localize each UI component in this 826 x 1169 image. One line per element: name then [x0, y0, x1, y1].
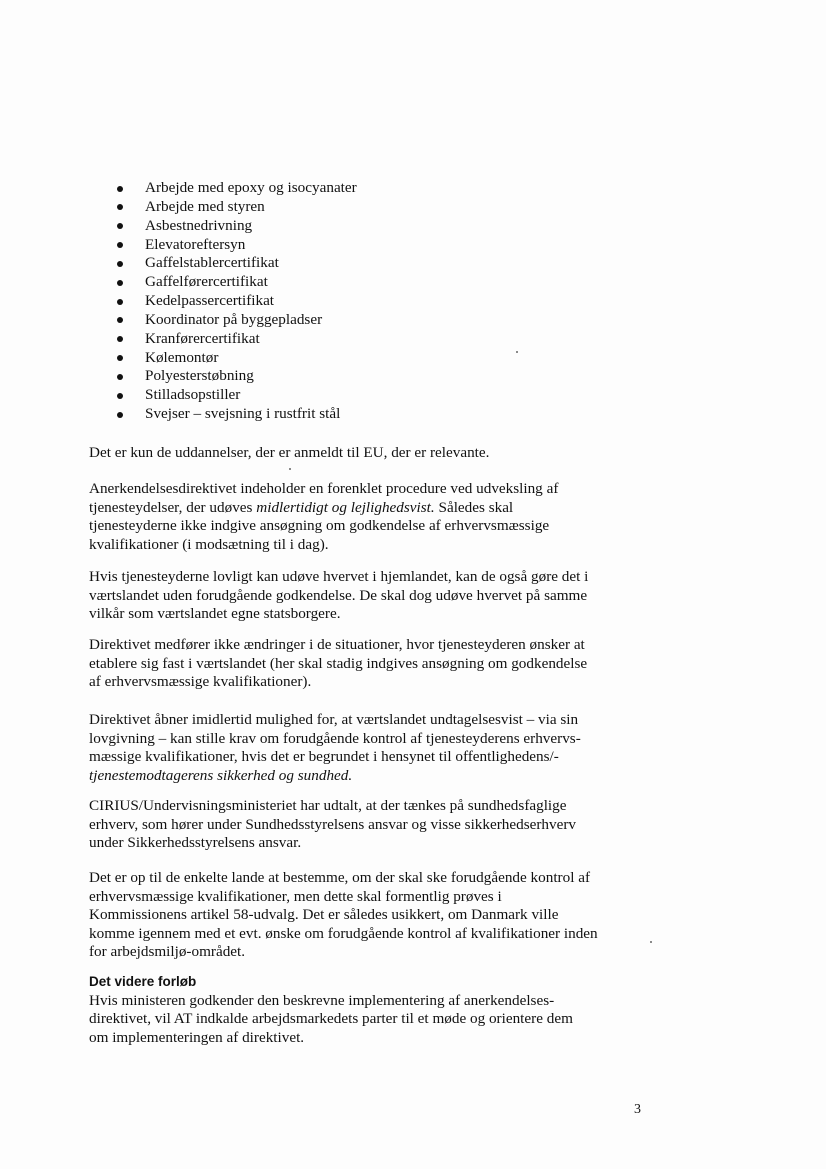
bullet-icon	[117, 336, 123, 342]
bullet-icon	[117, 393, 123, 399]
establishment-paragraph: Direktivet medfører ikke ændringer i de situationer, hvor tjenesteyderen ønsker at etablere sig fast i værtslandet (her skal stadig indgives ansøgning om godkendelse af erhvervsmæssige kvalifikationer).	[89, 636, 588, 691]
list-item: Elevatoreftersyn	[113, 236, 357, 255]
bullet-icon	[117, 317, 123, 323]
list-item: Arbejde med styren	[113, 198, 357, 217]
bullet-icon	[117, 355, 123, 361]
bullet-icon	[117, 299, 123, 305]
home-country-paragraph: Hvis tjenesteyderne lovligt kan udøve hvervet i hjemlandet, kan de også gøre det i værtslandet uden forudgående godkendelse. De skal dog udøve hvervet på samme vilkår som værtslandet egne statsborgere.	[89, 568, 589, 623]
page-number: 3	[634, 1102, 641, 1117]
list-item: Koordinator på byggepladser	[113, 311, 357, 330]
bullet-icon	[117, 280, 123, 286]
bullet-icon	[117, 242, 123, 248]
bullet-icon	[117, 261, 123, 267]
list-item: Arbejde med epoxy og isocyanater	[113, 179, 357, 198]
list-item: Stilladsopstiller	[113, 386, 357, 405]
list-item: Kølemontør	[113, 349, 357, 368]
scan-speck	[650, 941, 652, 943]
bullet-icon	[117, 223, 123, 229]
bullet-icon	[117, 412, 123, 418]
section-heading: Det videre forløb	[89, 974, 197, 989]
member-states-paragraph: Det er op til de enkelte lande at bestemme, om der skal ske forudgående kontrol af erhvervsmæssige kvalifikationer, men dette skal formentlig prøves i Kommissionens artikel 58-udvalg. Det er således usikkert, om Danmark ville komme igennem med et evt. ønske om forudgående kontrol af kvalifikationer inden for arbejdsmiljø-området.	[89, 869, 598, 961]
emphasis-text: tjenestemodtagerens sikkerhed og sundhed.	[89, 766, 353, 784]
bullet-icon	[117, 186, 123, 192]
list-item: Asbestnedrivning	[113, 217, 357, 236]
education-bullet-list	[113, 179, 357, 424]
simplified-procedure-paragraph: Anerkendelsesdirektivet indeholder en forenklet procedure ved udveksling af tjenesteydelser, der udøves midlertidigt og lejlighedsvist. Således skal tjenesteyderne ikke indgive ansøgning om godkendelse af erhvervsmæssige kvalifikationer (i modsætning til i dag).	[89, 480, 559, 553]
list-item: Gaffelførercertifikat	[113, 273, 357, 292]
list-item: Polyesterstøbning	[113, 367, 357, 386]
bullet-icon	[117, 204, 123, 210]
relevance-paragraph: Det er kun de uddannelser, der er anmeldt til EU, der er relevante.	[89, 444, 490, 461]
scan-speck	[289, 468, 291, 470]
bullet-icon	[117, 374, 123, 380]
list-item: Svejser – svejsning i rustfrit stål	[113, 405, 357, 424]
scan-speck	[516, 351, 518, 353]
exception-paragraph: Direktivet åbner imidlertid mulighed for, at værtslandet undtagelsesvist – via sin lovgivning – kan stille krav om forudgående kontrol af tjenesteyderens erhvervs- mæssige kvalifikationer, hvis det er begrundet i hensynet til offentlighedens/- tjenestemodtagerens sikkerhed og sundhed.	[89, 711, 609, 785]
list-item: Kranførercertifikat	[113, 330, 357, 349]
list-item: Kedelpassercertifikat	[113, 292, 357, 311]
list-item: Gaffelstablercertifikat	[113, 254, 357, 273]
emphasis-text: midlertidigt og lejlighedsvist.	[256, 498, 435, 516]
next-steps-section: Det videre forløb Hvis ministeren godkender den beskrevne implementering af anerkendelses- direktivet, vil AT indkalde arbejdsmarkedets parter til et møde og orientere dem om implementeringen af direktivet.	[89, 973, 609, 1047]
cirius-paragraph: CIRIUS/Undervisningsministeriet har udtalt, at der tænkes på sundhedsfaglige erhverv, som hører under Sundhedsstyrelsens ansvar og visse sikkerhedserhverv under Sikkerhedsstyrelsens ansvar.	[89, 797, 577, 852]
